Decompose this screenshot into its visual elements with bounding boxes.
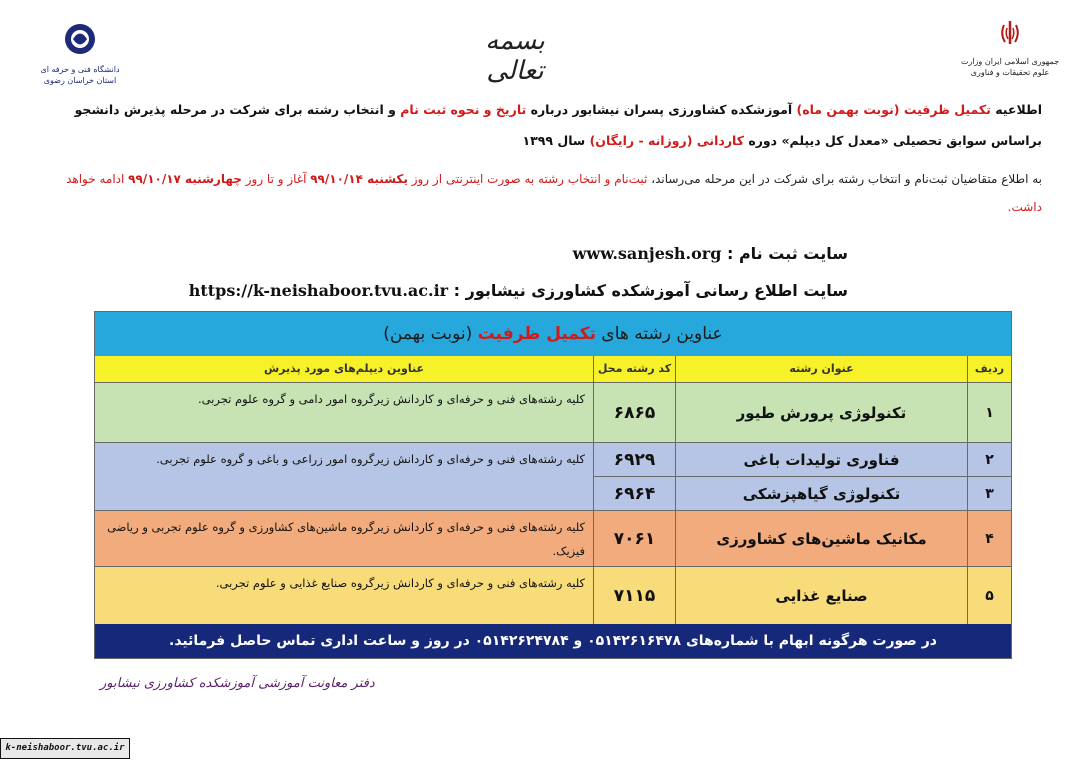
university-caption: دانشگاه فنی و حرفه ای استان خراسان رضوی — [40, 65, 120, 85]
info-site-line — [189, 281, 848, 300]
iran-emblem-icon — [995, 18, 1025, 48]
field-title: صنایع غذایی — [675, 566, 967, 624]
registration-site-label: سایت ثبت نام : — [721, 244, 848, 263]
announcement-paragraph — [32, 94, 1042, 156]
registration-site-line — [573, 244, 848, 263]
row-number: ۳ — [967, 476, 1011, 510]
diploma-description: کلیه رشته‌های فنی و حرفه‌ای و کاردانش زیرگروه صنایع غذایی و علوم تجربی. — [95, 566, 593, 624]
registration-highlight: آغاز و تا روز — [241, 172, 311, 186]
header-diplomas: عناوین دیپلم‌های مورد پذیرش — [95, 356, 593, 382]
table-title — [95, 312, 1011, 356]
info-site-label: سایت اطلاع رسانی آموزشکده کشاورزی نیشابور : — [448, 281, 848, 300]
intro-highlight: تکمیل ظرفیت (نوبت بهمن ماه) — [796, 102, 991, 117]
field-code: ۷۰۶۱ — [593, 510, 675, 566]
field-title: فناوری تولیدات باغی — [675, 442, 967, 476]
fields-table — [94, 311, 1012, 659]
ministry-logo — [960, 18, 1060, 78]
diploma-description: کلیه رشته‌های فنی و حرفه‌ای و کاردانش زیرگروه امور زراعی و باغی و گروه علوم تجربی. — [95, 442, 593, 510]
info-site-link[interactable]: https://k-neishaboor.tvu.ac.ir — [188, 281, 449, 300]
table-title-highlight: تکمیل ظرفیت — [477, 324, 596, 344]
registration-site-link[interactable]: www.sanjesh.org — [572, 244, 722, 263]
field-code: ۶۹۲۹ — [593, 442, 675, 476]
field-code: ۷۱۱۵ — [593, 566, 675, 624]
intro-text: و انتخاب رشته برای شرکت در مرحله پذیرش دانشجو براساس سوابق تحصیلی «معدل کل دیپلم» دوره — [74, 102, 1042, 148]
row-number: ۴ — [967, 510, 1011, 566]
header-row-number: ردیف — [967, 356, 1011, 382]
intro-text: اطلاعیه — [990, 102, 1042, 117]
registration-text: به اطلاع متقاضیان ثبت‌نام و انتخاب رشته برای شرکت در این مرحله می‌رساند، — [647, 172, 1042, 186]
field-title: تکنولوژی پرورش طیور — [675, 382, 967, 442]
row-number: ۲ — [967, 442, 1011, 476]
intro-highlight: تاریخ و نحوه ثبت نام — [400, 102, 527, 117]
registration-paragraph — [32, 165, 1042, 221]
diploma-description: کلیه رشته‌های فنی و حرفه‌ای و کاردانش زیرگروه ماشین‌های کشاورزی و گروه علوم تجربی و ریاضی فیزیک. — [95, 510, 593, 566]
site-watermark-badge: k-neishaboor.tvu.ac.ir — [0, 738, 130, 759]
intro-text: آموزشکده کشاورزی پسران نیشابور درباره — [526, 102, 797, 117]
row-number: ۱ — [967, 382, 1011, 442]
university-emblem-icon — [63, 22, 97, 56]
bismillah-calligraphy: بسمه تعالی — [485, 26, 545, 86]
ministry-caption: جمهوری اسلامی ایران وزارت علوم تحقیقات و فناوری — [960, 57, 1060, 77]
field-title: مکانیک ماشین‌های کشاورزی — [675, 510, 967, 566]
intro-highlight: کاردانی (روزانه - رایگان) — [589, 133, 744, 148]
registration-highlight: ادامه خواهد داشت. — [66, 172, 1042, 214]
table-title-text: عناوین رشته های — [596, 324, 723, 344]
field-code: ۶۸۶۵ — [593, 382, 675, 442]
table-title-text: (نوبت بهمن) — [383, 324, 478, 344]
row-number: ۵ — [967, 566, 1011, 624]
end-date: چهارشنبه ۹۹/۱۰/۱۷ — [128, 172, 242, 186]
start-date: یکشنبه ۹۹/۱۰/۱۴ — [310, 172, 408, 186]
university-logo — [40, 22, 120, 86]
intro-text: سال ۱۳۹۹ — [522, 133, 590, 148]
field-code: ۶۹۶۴ — [593, 476, 675, 510]
diploma-description: کلیه رشته‌های فنی و حرفه‌ای و کاردانش زیرگروه امور دامی و گروه علوم تجربی. — [95, 382, 593, 442]
contact-footer: در صورت هرگونه ابهام با شماره‌های ۰۵۱۴۲۶۱۶۴۷۸ و ۰۵۱۴۲۶۲۴۷۸۴ در روز و ساعت اداری تماس حاصل فرمائید. — [95, 624, 1011, 658]
field-title: تکنولوژی گیاهپزشکی — [675, 476, 967, 510]
header-field-title: عنوان رشته — [675, 356, 967, 382]
header-field-code: کد رشته محل — [593, 356, 675, 382]
registration-highlight: ثبت‌نام و انتخاب رشته به صورت اینترنتی از روز — [407, 172, 648, 186]
office-signature: دفتر معاونت آموزشی آموزشکده کشاورزی نیشابور — [100, 676, 375, 691]
